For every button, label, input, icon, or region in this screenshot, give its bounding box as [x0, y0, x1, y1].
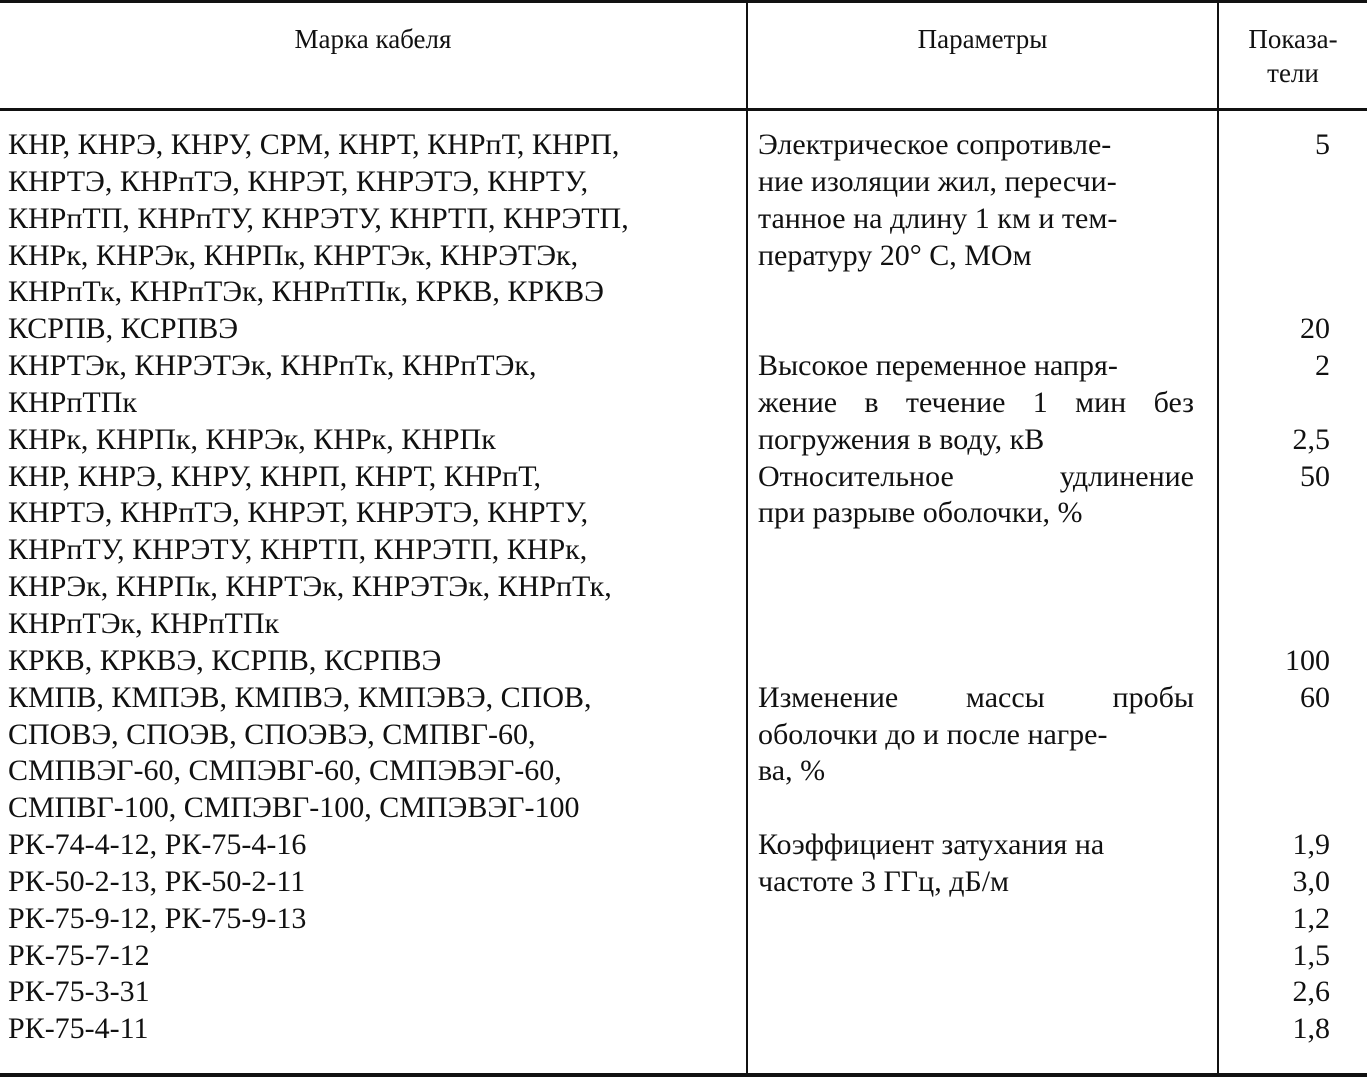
parameter-line: погружения в воду, кВ [758, 422, 1045, 456]
value-cell: 1,5 [1292, 938, 1330, 972]
cable-brand-line: КМПВ, КМПЭВ, КМПВЭ, КМПЭВЭ, СПОВ, [8, 680, 592, 714]
value-cell: 50 [1300, 459, 1330, 493]
value-cell: 2,5 [1292, 422, 1330, 456]
parameter-line: Высокое переменное напря- [758, 349, 1118, 383]
parameter-line [758, 1011, 1194, 1048]
value-cell: 1,8 [1292, 1012, 1330, 1046]
value-cell [1222, 385, 1330, 422]
parameter-line [758, 643, 1194, 680]
parameter-line: Коэффициент затухания на [758, 828, 1105, 862]
parameter-line: при разрыве оболочки, % [758, 496, 1083, 530]
cable-brand-line: КНРТЭ, КНРпТЭ, КНРЭТ, КНРЭТЭ, КНРТУ, [8, 164, 589, 198]
header-values-line-2: тели [1267, 58, 1319, 88]
parameter-line: Относительное удлинение [758, 459, 1194, 493]
value-cell [1222, 717, 1330, 754]
cable-brand-line: РК-50-2-13, РК-50-2-11 [8, 864, 306, 898]
value-cell: 20 [1300, 312, 1330, 346]
cable-brand-line: КНРЭк, КНРПк, КНРТЭк, КНРЭТЭк, КНРпТк, [8, 570, 612, 604]
cable-brand-line: РК-75-7-12 [8, 938, 150, 972]
parameter-line: пературу 20° С, МОм [758, 238, 1032, 272]
value-cell [1222, 201, 1330, 238]
cable-brand-line: СМПВГ-100, СМПЭВГ-100, СМПЭВЭГ-100 [8, 791, 580, 825]
cable-brand-line: КРКВ, КРКВЭ, КСРПВ, КСРПВЭ [8, 643, 442, 677]
parameter-line: ние изоляции жил, пересчи- [758, 164, 1117, 198]
cable-brand-line: КНРпТПк [8, 385, 137, 419]
value-cell: 5 [1315, 128, 1330, 161]
column-values [1222, 127, 1330, 1048]
value-cell [1222, 274, 1330, 311]
header-parameters: Параметры [917, 24, 1048, 54]
cable-brand-line: КНРТЭ, КНРпТЭ, КНРЭТ, КНРЭТЭ, КНРТУ, [8, 496, 589, 530]
value-cell: 60 [1300, 680, 1330, 714]
cable-brand-line: КНРпТУ, КНРЭТУ, КНРТП, КНРЭТП, КНРк, [8, 533, 588, 567]
value-cell [1222, 606, 1330, 643]
cable-brand-line: КНРпТП, КНРпТУ, КНРЭТУ, КНРТП, КНРЭТП, [8, 201, 629, 235]
parameter-line [758, 901, 1194, 938]
parameter-line [758, 606, 1194, 643]
cable-brand-line: КНРк, КНРЭк, КНРПк, КНРТЭк, КНРЭТЭк, [8, 238, 579, 272]
parameter-line: ва, % [758, 754, 826, 788]
parameter-line: Изменение массы пробы [758, 680, 1194, 714]
cable-brand-line: РК-75-9-12, РК-75-9-13 [8, 901, 307, 935]
cable-brand-line: КНРпТк, КНРпТЭк, КНРпТПк, КРКВ, КРКВЭ [8, 275, 604, 309]
table-header-rule [0, 108, 1367, 111]
cable-brand-line: КНРк, КНРПк, КНРЭк, КНРк, КНРПк [8, 422, 496, 456]
value-cell [1222, 532, 1330, 569]
value-cell: 2,6 [1292, 975, 1330, 1009]
value-cell: 3,0 [1292, 864, 1330, 898]
value-cell [1222, 495, 1330, 532]
cable-brand-line: КНР, КНРЭ, КНРУ, КНРП, КНРТ, КНРпТ, [8, 459, 542, 493]
header-cable-brand: Марка кабеля [294, 24, 452, 54]
value-cell [1222, 569, 1330, 606]
cable-brand-line: КНР, КНРЭ, КНРУ, СРМ, КНРТ, КНРпТ, КНРП, [8, 128, 620, 161]
column-cable-brand [8, 127, 746, 1048]
parameter-line [758, 790, 1194, 827]
cable-brand-line: РК-75-3-31 [8, 975, 150, 1009]
value-cell: 100 [1285, 643, 1330, 677]
cable-brand-line: РК-75-4-11 [8, 1012, 149, 1046]
value-cell: 2 [1315, 349, 1330, 383]
parameter-line: Электрическое сопротивле- [758, 128, 1112, 161]
cable-brand-line: РК-74-4-12, РК-75-4-16 [8, 828, 307, 862]
column-divider-1 [746, 0, 748, 1075]
parameter-line: оболочки до и после нагре- [758, 717, 1108, 751]
value-cell: 1,9 [1292, 828, 1330, 862]
parameter-line [758, 532, 1194, 569]
value-cell [1222, 753, 1330, 790]
parameter-line [758, 274, 1194, 311]
header-values [1219, 22, 1367, 90]
cable-brand-line: КСРПВ, КСРПВЭ [8, 312, 239, 346]
value-cell: 1,2 [1292, 901, 1330, 935]
parameter-line: частоте 3 ГГц, дБ/м [758, 864, 1010, 898]
column-divider-2 [1217, 0, 1219, 1075]
cable-brand-line: СМПВЭГ-60, СМПЭВГ-60, СМПЭВЭГ-60, [8, 754, 562, 788]
parameter-line [758, 938, 1194, 975]
parameter-line [758, 974, 1194, 1011]
cable-brand-line: СПОВЭ, СПОЭВ, СПОЭВЭ, СМПВГ-60, [8, 717, 536, 751]
cable-brand-line: КНРТЭк, КНРЭТЭк, КНРпТк, КНРпТЭк, [8, 349, 537, 383]
parameter-line: танное на длину 1 км и тем- [758, 201, 1118, 235]
parameter-line: жение в течение 1 мин без [758, 385, 1194, 419]
cable-brand-line: КНРпТЭк, КНРпТПк [8, 606, 280, 640]
header-values-line-1: Показа- [1248, 24, 1338, 54]
parameter-line [758, 311, 1194, 348]
column-parameters [758, 127, 1194, 1048]
value-cell [1222, 164, 1330, 201]
value-cell [1222, 238, 1330, 275]
parameter-line [758, 569, 1194, 606]
value-cell [1222, 790, 1330, 827]
table-bottom-rule [0, 1073, 1367, 1077]
table-top-rule [0, 0, 1367, 3]
